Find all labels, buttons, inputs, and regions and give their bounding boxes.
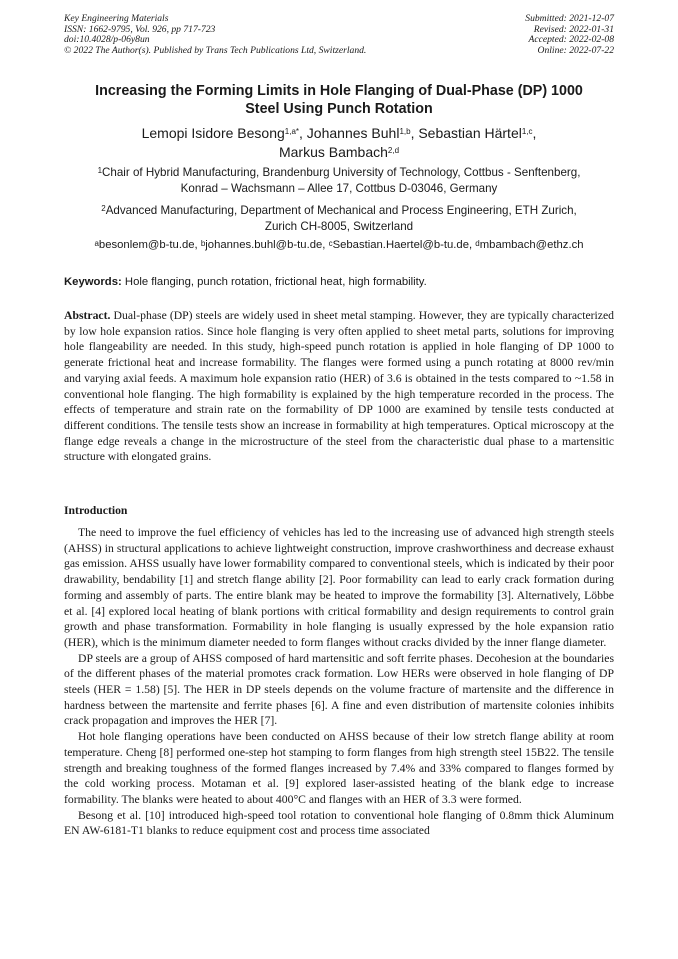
email-superscript: d: [475, 239, 480, 248]
journal-info-left: [64, 14, 366, 56]
abstract-label: Abstract.: [64, 309, 111, 322]
title-line-2: Steel Using Punch Rotation: [245, 101, 433, 117]
keywords: [64, 275, 614, 290]
email-address: besonlem@b-tu.de: [98, 239, 195, 251]
email-address: johannes.buhl@b-tu.de: [205, 239, 323, 251]
affiliation-line: Konrad – Wachsmann – Allee 17, Cottbus D-03046, Germany: [180, 182, 498, 195]
revised-date: Revised: 2022-01-31: [533, 23, 614, 35]
email-address: mbambach@ethz.ch: [479, 239, 584, 251]
email-list: $^a$besonlem@b-tu.de, $^b$johannes.buhl@b-tu.de, $^c$Sebastian.Haertel@b-tu.de, $^d$mbambach@ethz.ch: [94, 239, 584, 251]
abstract: [64, 308, 614, 465]
author-name: Sebastian Härtel: [418, 125, 522, 141]
online-date: Online: 2022-07-22: [537, 44, 614, 56]
affiliation-line: Advanced Manufacturing, Department of Mechanical and Process Engineering, ETH Zurich,: [105, 204, 577, 217]
author-name: Lemopi Isidore Besong: [141, 125, 285, 141]
author-superscript: 2,d: [387, 146, 400, 155]
paper-title: [40, 82, 638, 118]
paragraph: Hot hole flanging operations have been conducted on AHSS because of their low stretch flange ability at room temperature. Cheng [8] performed one-step hot stamping to form flanges from high strength steel 15B22. The tensile strength and breaking toughness of the formed flanges increased by 7.4% and 33% compared to flanges formed by the cold working process. Motaman et al. [9] explored laser-assisted heating of the blank edge to increase formability. The blanks were heated to about 400°C and flanges with an HER of 3.3 were formed.: [64, 730, 614, 806]
affiliation-superscript: 2: [101, 204, 106, 213]
affiliation-superscript: 1: [97, 166, 103, 175]
paragraph: DP steels are a group of AHSS composed of hard martensitic and soft ferrite phases. Decohesion at the boundaries of the different phases of the material promotes crack formation. Low HERs were observed in hole flanging of DP steels (HER = 1.58) [5]. The HER in DP steels depends on the volume fracture of martensite and the difference in hardness between the martensite and ferrite phases [6]. A fine and even distribution of martensite colonies inhibits crack propagation and improves the HER [7].: [64, 651, 614, 728]
affiliation-line: Chair of Hybrid Manufacturing, Brandenburg University of Technology, Cottbus - Senftenberg,: [102, 166, 581, 179]
author-name: Markus Bambach: [278, 144, 388, 160]
issn-line: ISSN: 1662-9795, Vol. 926, pp 717-723: [64, 23, 216, 35]
paragraph: Besong et al. [10] introduced high-speed tool rotation to conventional hole flanging of 0.8mm thick Aluminum EN AW-6181-T1 blanks to reduce equipment cost and process time associated: [64, 808, 614, 838]
journal-name: Key Engineering Materials: [64, 13, 169, 24]
author-superscript: 1,a*: [284, 127, 300, 136]
abstract-text: Dual-phase (DP) steels are widely used in sheet metal stamping. However, they are typically characterized by low hole expansion ratios. Since hole flanging is very often applied to sheet metal parts, solutions for improving hole flangeability are needed. In this study, high-speed punch rotation is applied in hole flanging of DP 1000 to generate frictional heat and increase formability. The flanges were formed using a punch rotating at 8000 rev/min and varying axial feeds. A maximum hole expansion ratio (HER) of 3.6 is obtained in the tests compared to ~1.58 in conventional hole flanging. The high formability is explained by the high temperature recorded in the process. The effects of temperature and strain rate on the formability of DP 1000 are examined by tensile tests conducted at different conditions. The tensile tests show an increase in formability at high temperatures. Optical microscopy at the flange edge reveals a change in the microstructure of the steel from the characteristic dual phase to a martensitic structure with elongated grains.: [64, 309, 615, 464]
affiliation-1: [40, 165, 638, 197]
email-address: Sebastian.Haertel@b-tu.de: [332, 239, 470, 251]
accepted-date: Accepted: 2022-02-08: [528, 34, 614, 46]
introduction-body: [64, 525, 614, 839]
journal-dates-right: [525, 14, 614, 56]
author-line-1: Lemopi Isidore Besong$^{1,a*}$, Johannes Buhl$^{1,b}$, Sebastian Härtel$^{1,c}$,: [141, 125, 537, 141]
title-line-1: Increasing the Forming Limits in Hole Flanging of Dual-Phase (DP) 1000: [95, 83, 583, 99]
keywords-label: Keywords:: [64, 276, 122, 288]
keywords-text: Hole flanging, punch rotation, frictional heat, high formability.: [124, 276, 427, 288]
affiliation-line: Zurich CH-8005, Switzerland: [264, 220, 414, 233]
author-name: Johannes Buhl: [306, 125, 400, 141]
paragraph: The need to improve the fuel efficiency of vehicles has led to the increasing use of advanced high strength steels (AHSS) in structural applications to achieve lightweight construction, improve crashworthiness and decrease exhaust gas emission. AHSS usually have lower formability compared to conventional steels, which is indicated by their poor drawability, bendability [1] and stretch flange ability [2]. Poor formability can lead to early crack formation during forming and assembly of parts. The entire blank may be heated to improve the formability [3]. Alternatively, Löbbe et al. [4] explored local heating of blank portions with critical formability and design requirements to control grain growth and phase transformation. Formability in hole flanging is usually expressed by the hole expansion ratio (HER), which is the minimum diameter needed to form flanges without cracks divided by the inner flange diameter.: [64, 526, 614, 649]
affiliation-2: [40, 203, 638, 235]
copyright-line: © 2022 The Author(s). Published by Trans Tech Publications Ltd, Switzerland.: [64, 44, 367, 56]
doi-line: doi:10.4028/p-06y8un: [64, 34, 150, 46]
section-heading-introduction: Introduction: [64, 504, 128, 517]
author-line-2: [40, 143, 638, 162]
email-superscript: a: [94, 239, 99, 248]
author-superscript: 1,b: [399, 127, 411, 136]
author-superscript: 1,c: [521, 127, 533, 136]
email-superscript: b: [200, 239, 206, 248]
email-superscript: c: [328, 239, 333, 248]
author-list: [40, 124, 638, 162]
submitted-date: Submitted: 2021-12-07: [525, 13, 614, 24]
